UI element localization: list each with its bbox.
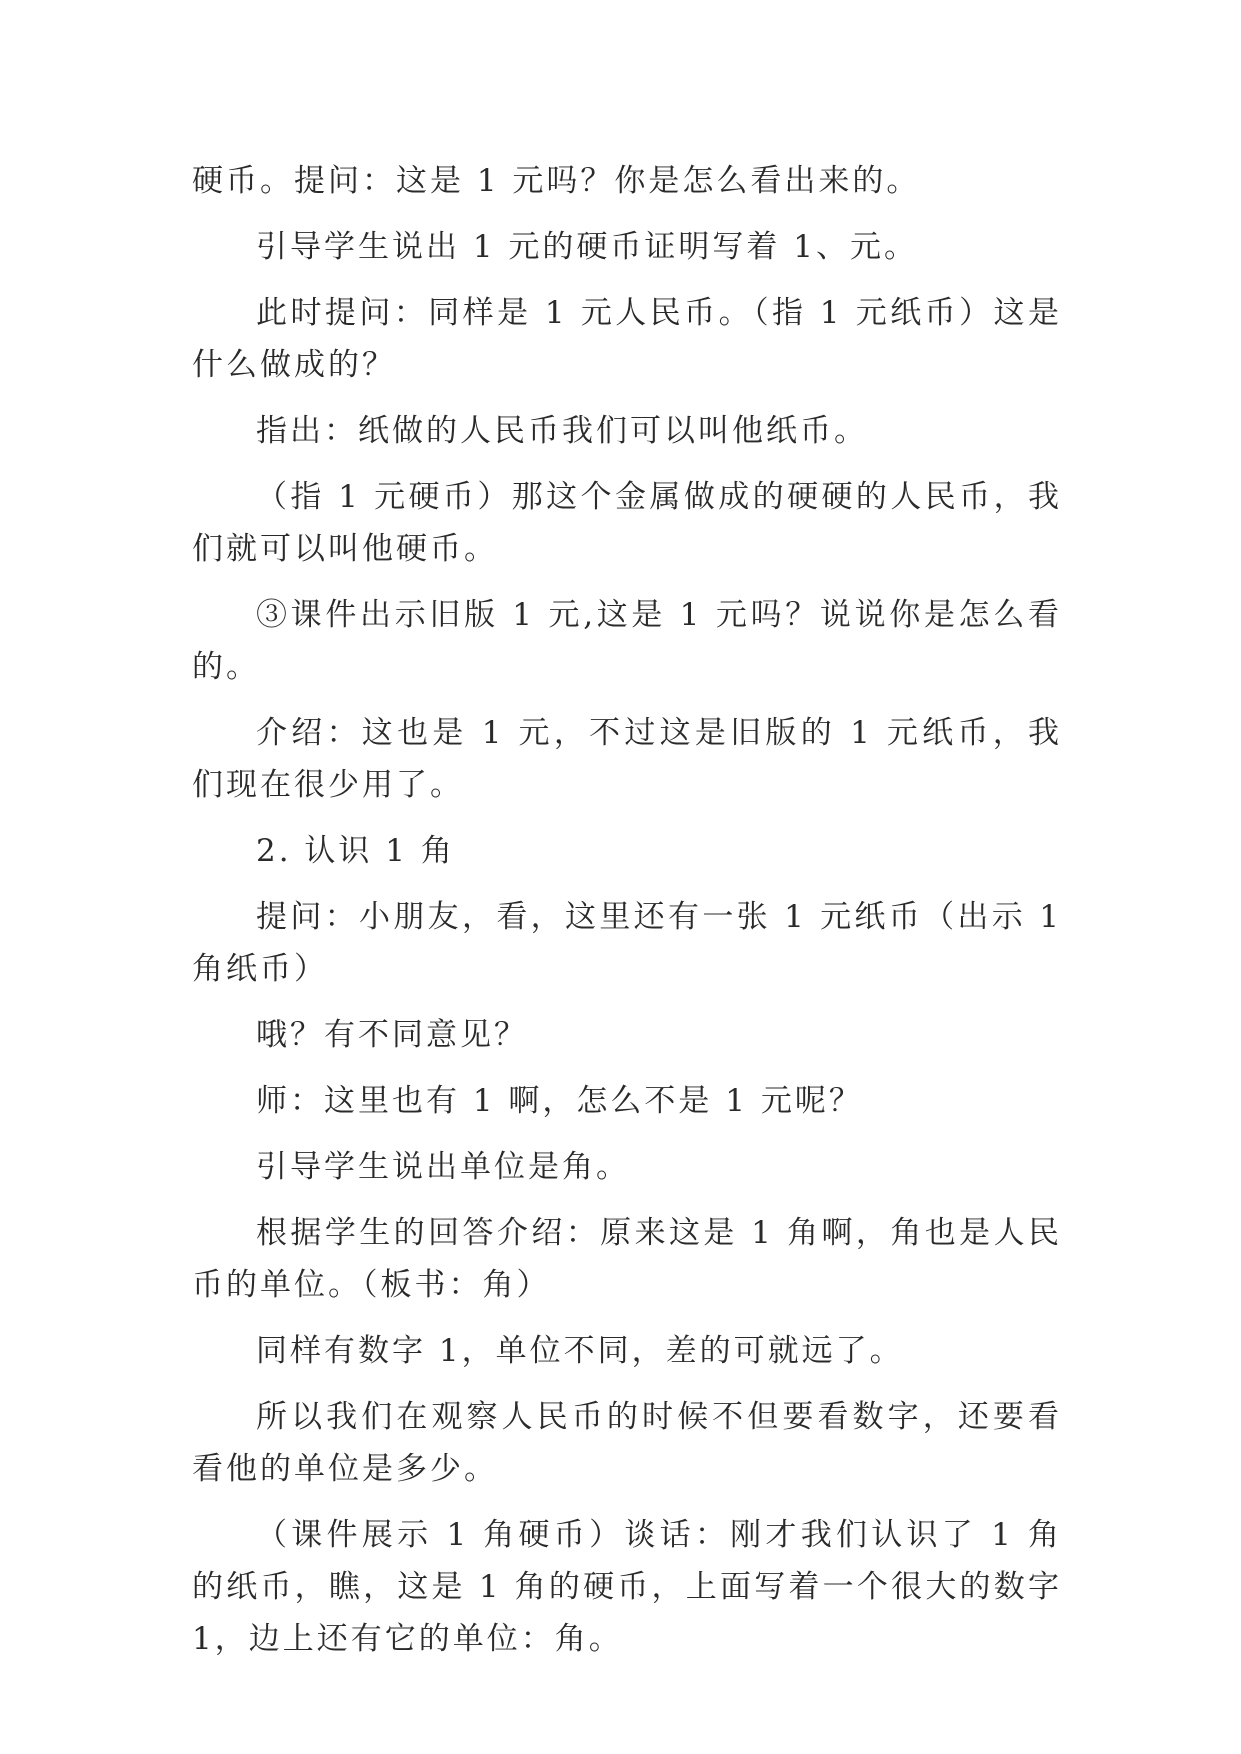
paragraph: 哦？有不同意见？: [256, 1017, 528, 1053]
paragraph: 介绍：这也是 1 元，不过这是旧版的 1 元纸币，我们现在很少用了。: [192, 715, 1062, 803]
paragraph: 指出：纸做的人民币我们可以叫他纸币。: [256, 413, 868, 449]
paragraph: 同样有数字 1，单位不同，差的可就远了。: [256, 1333, 904, 1369]
paragraph: 引导学生说出 1 元的硬币证明写着 1、元。: [256, 229, 919, 265]
paragraph: 此时提问：同样是 1 元人民币。（指 1 元纸币）这是什么做成的？: [192, 295, 1062, 383]
paragraph: （指 1 元硬币）那这个金属做成的硬硬的人民币，我们就可以叫他硬币。: [192, 479, 1062, 567]
paragraph: 师：这里也有 1 啊，怎么不是 1 元呢？: [256, 1083, 863, 1119]
document-body: [192, 155, 1062, 1679]
paragraph: （课件展示 1 角硬币）谈话：刚才我们认识了 1 角的纸币，瞧，这是 1 角的硬币，上面写着一个很大的数字 1，边上还有它的单位：角。: [192, 1517, 1062, 1657]
paragraph: ③课件出示旧版 1 元,这是 1 元吗？说说你是怎么看的。: [192, 597, 1062, 685]
paragraph: 提问：小朋友，看，这里还有一张 1 元纸币（出示 1 角纸币）: [192, 899, 1062, 987]
paragraph: 根据学生的回答介绍：原来这是 1 角啊，角也是人民币的单位。（板书：角）: [192, 1215, 1062, 1303]
paragraph: 硬币。提问：这是 1 元吗？你是怎么看出来的。: [192, 163, 921, 199]
paragraph: 引导学生说出单位是角。: [256, 1149, 630, 1185]
section-heading: 2. 认识 1 角: [256, 833, 455, 869]
paragraph: 所以我们在观察人民币的时候不但要看数字，还要看看他的单位是多少。: [192, 1399, 1062, 1487]
